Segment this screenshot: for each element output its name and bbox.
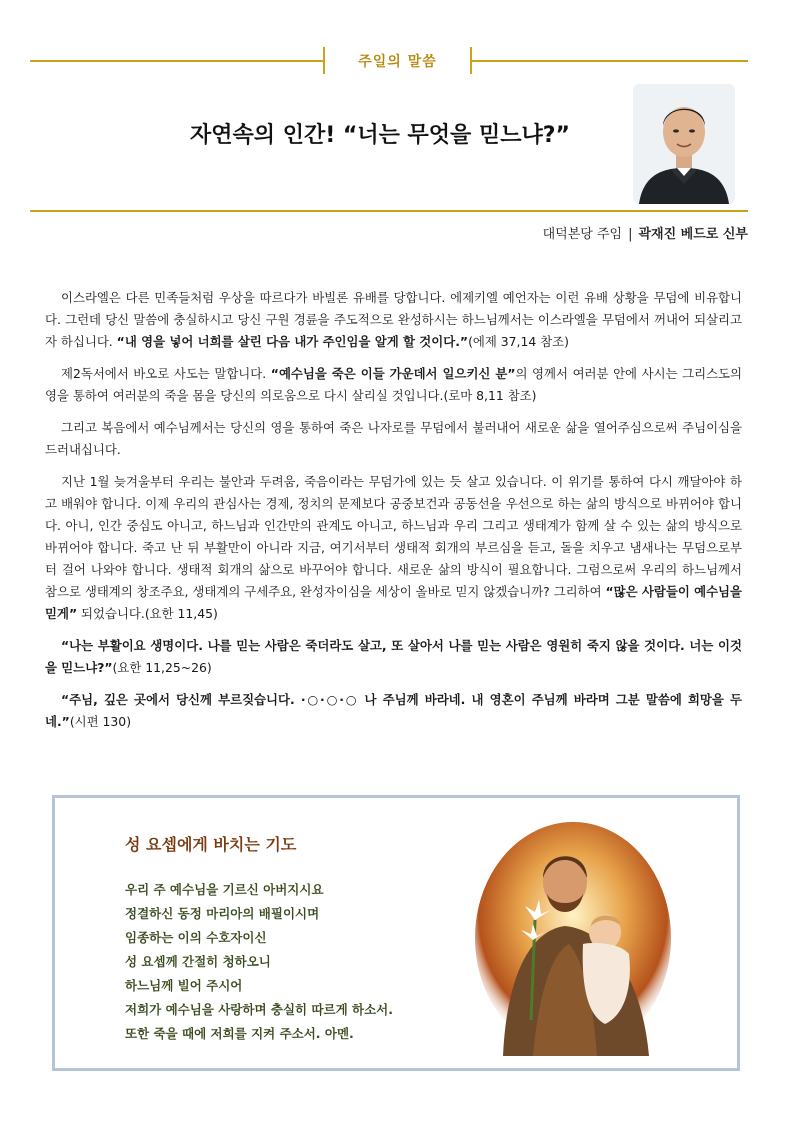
scripture-quote: “주님, 깊은 곳에서 당신께 부르짖습니다. ·○·○·○ 나 주님께 바라네. 내 영혼이 주님께 바라며 그분 말씀에 희망을 두네.” — [45, 692, 742, 729]
prayer-title: 성 요셉에게 바치는 기도 — [125, 835, 297, 854]
paragraph-text: 제2독서에서 바오로 사도는 말합니다. — [61, 366, 271, 381]
scripture-quote: “내 영을 넣어 너희를 살린 다음 내가 주인임을 알게 할 것이다.” — [116, 334, 469, 349]
prayer-line: 성 요셉께 간절히 청하오니 — [125, 954, 271, 969]
byline — [543, 223, 748, 242]
paragraph-text: 지난 1월 늦겨울부터 우리는 불안과 두려움, 죽음이라는 무덤가에 있는 듯 살고 있습니다. 이 위기를 통하여 다시 깨달아야 하고 배워야 합니다. 이제 우리의 관심사는 경제, 정치의 문제보다 공중보건과 공동선을 우선으로 하는 삶의 방식으로 바뀌어야 합니다. 아니, 인간 중심도 아니고, 하느님과 인간만의 관계도 아니고, 하느님과 우리 그리고 생태계가 함께 살 수 있는 삶의 방식으로 바뀌어야 합니다. 죽고 난 뒤 부활만이 아니라 지금, 여기서부터 생태적 회개의 부르심을 듣고, 돌을 치우고 냄새나는 무덤으로부터 걸어 나와야 합니다. 생태적 회개의 삶으로 바꾸어야 합니다. 새로운 삶의 방식이 필요합니다. 그럼으로써 우리의 하느님께서 참으로 생태계의 창조주요, 생태계의 구세주요, 완성자이심을 세상이 올바로 믿지 않겠습니까? 그리하여 — [45, 474, 742, 599]
prayer-line: 저희가 예수님을 사랑하며 충실히 따르게 하소서. — [125, 1002, 394, 1017]
paragraph-3 — [45, 417, 742, 461]
scripture-quote: “나는 부활이요 생명이다. 나를 믿는 사람은 죽더라도 살고, 또 살아서 나를 믿는 사람은 영원히 죽지 않을 것이다. 너는 이것을 믿느냐?” — [45, 638, 742, 675]
scripture-reference: (에제 37,14 참조) — [468, 334, 569, 349]
paragraph-text: 이스라엘은 다른 민족들처럼 우상을 따르다가 바빌론 유배를 당합니다. 에제키엘 예언자는 이런 유배 상황을 무덤에 비유합니다. 그런데 당신 말씀에 충실하시고 당신 구원 경륜을 주도적으로 완성하시는 하느님께서는 이스라엘을 무덤에서 꺼내어 되살리고자 하십니다. — [45, 290, 742, 349]
section-label: 주일의 말씀 — [358, 53, 437, 70]
page-title: 자연속의 인간! “너는 무엇을 믿느냐?” — [190, 123, 570, 148]
byline-name: 곽재진 베드로 신부 — [638, 227, 748, 242]
byline-role: 대덕본당 주임 — [542, 227, 623, 242]
homily-body — [45, 287, 742, 743]
byline-separator: | — [628, 227, 633, 242]
paragraph-text: 그리고 복음에서 예수님께서는 당신의 영을 통하여 죽은 나자로를 무덤에서 불러내어 새로운 삶을 열어주심으로써 주님이심을 드러내십니다. — [45, 420, 742, 457]
paragraph-4 — [45, 471, 742, 625]
priest-photo-icon — [633, 84, 735, 204]
saint-joseph-with-child-icon — [473, 820, 673, 1056]
saint-joseph-image — [473, 820, 673, 1056]
header-bottom-rule — [30, 210, 748, 212]
scripture-reference: (요한 11,25~26) — [112, 660, 212, 675]
prayer-line: 우리 주 예수님을 기르신 아버지시요 — [125, 882, 324, 897]
paragraph-text: 의 영께서 여러분 안에 사시는 그리스도의 영을 통하여 여러분의 죽을 몸을 당신의 의로움으로 다시 살리실 것입니다.(로마 8,11 참조) — [45, 366, 742, 403]
paragraph-1 — [45, 287, 742, 353]
prayer-box — [52, 795, 740, 1071]
paragraph-6 — [45, 689, 742, 733]
scripture-reference: (시편 130) — [69, 714, 132, 729]
prayer-lines — [125, 878, 485, 1046]
prayer-line: 임종하는 이의 수호자이신 — [125, 930, 267, 945]
scripture-quote: “예수님을 죽은 이들 가운데서 일으키신 분” — [270, 366, 516, 381]
author-portrait — [633, 84, 735, 204]
scripture-quote: “많은 사람들이 예수님을 믿게” — [45, 584, 743, 621]
prayer-line: 정결하신 동정 마리아의 배필이시며 — [125, 906, 320, 921]
paragraph-5 — [45, 635, 742, 679]
section-label-box — [323, 47, 472, 74]
prayer-line: 또한 죽을 때에 저희를 지켜 주소서. 아멘. — [125, 1026, 354, 1041]
scripture-reference: 되었습니다.(요한 11,45) — [77, 606, 218, 621]
paragraph-2 — [45, 363, 742, 407]
prayer-line: 하느님께 빌어 주시어 — [125, 978, 243, 993]
